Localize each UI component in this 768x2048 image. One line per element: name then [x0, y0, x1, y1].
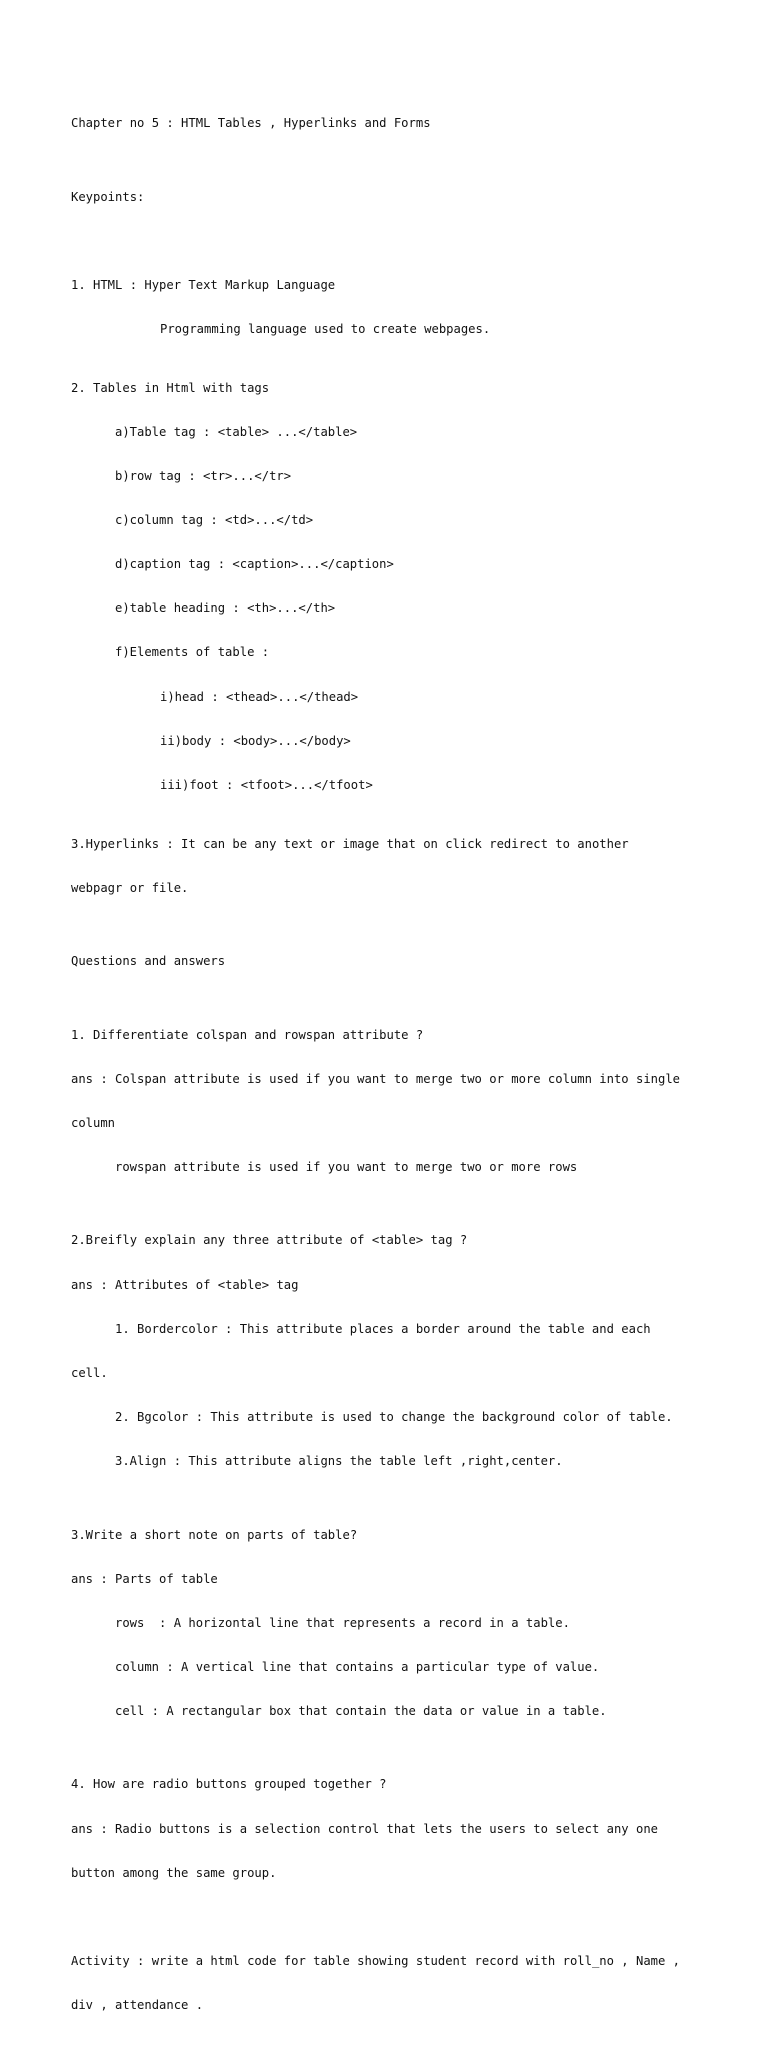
activity-line-1: Activity : write a html code for table showing student record with roll_no , Name ,: [71, 1953, 681, 1968]
answer-2-item-1-cont: cell.: [71, 1365, 108, 1380]
row-tag-item: b)row tag : <tr>...</tr>: [115, 468, 292, 483]
answer-1-line-2: column: [71, 1115, 116, 1130]
answer-3-column: column : A vertical line that contains a particular type of value.: [115, 1659, 600, 1674]
activity-line-2: div , attendance .: [71, 1997, 204, 2012]
keypoint-hyperlinks-cont: webpagr or file.: [71, 880, 189, 895]
keypoint-hyperlinks: 3.Hyperlinks : It can be any text or image that on click redirect to another: [71, 836, 629, 851]
answer-1-line-1: ans : Colspan attribute is used if you want to merge two or more column into single: [71, 1071, 681, 1086]
column-tag-item: c)column tag : <td>...</td>: [115, 513, 314, 528]
question-4: 4. How are radio buttons grouped together ?: [71, 1777, 387, 1792]
qa-heading: Questions and answers: [71, 954, 226, 969]
element-foot: iii)foot : <tfoot>...</tfoot>: [160, 777, 373, 792]
keypoint-html-desc: Programming language used to create webpages.: [160, 321, 491, 336]
caption-tag-item: d)caption tag : <caption>...</caption>: [115, 557, 394, 572]
keypoint-html: 1. HTML : Hyper Text Markup Language: [71, 277, 336, 292]
table-tag-item: a)Table tag : <table> ...</table>: [115, 424, 358, 439]
question-2: 2.Breifly explain any three attribute of <table> tag ?: [71, 1233, 468, 1248]
answer-2-item-1: 1. Bordercolor : This attribute places a border around the table and each: [115, 1321, 651, 1336]
document-body: [71, 72, 711, 2048]
answer-3-rows: rows : A horizontal line that represents a record in a table.: [115, 1615, 570, 1630]
keypoint-tables: 2. Tables in Html with tags: [71, 380, 270, 395]
answer-4-line-1: ans : Radio buttons is a selection control that lets the users to select any one: [71, 1821, 658, 1836]
element-body: ii)body : <body>...</body>: [160, 733, 351, 748]
answer-2-item-3: 3.Align : This attribute aligns the table left ,right,center.: [115, 1454, 563, 1469]
answer-4-line-2: button among the same group.: [71, 1865, 277, 1880]
element-head: i)head : <thead>...</thead>: [160, 689, 359, 704]
answer-2-item-2: 2. Bgcolor : This attribute is used to change the background color of table.: [115, 1409, 673, 1424]
chapter-title: Chapter no 5 : HTML Tables , Hyperlinks and Forms: [71, 116, 431, 131]
keypoints-heading: Keypoints:: [71, 189, 145, 204]
answer-3-line-1: ans : Parts of table: [71, 1571, 218, 1586]
question-1: 1. Differentiate colspan and rowspan attribute ?: [71, 1027, 424, 1042]
answer-3-cell: cell : A rectangular box that contain the data or value in a table.: [115, 1703, 607, 1718]
elements-of-table-item: f)Elements of table :: [115, 645, 270, 660]
table-heading-item: e)table heading : <th>...</th>: [115, 601, 336, 616]
answer-1-line-3: rowspan attribute is used if you want to merge two or more rows: [115, 1159, 578, 1174]
answer-2-line-1: ans : Attributes of <table> tag: [71, 1277, 299, 1292]
question-3: 3.Write a short note on parts of table?: [71, 1527, 358, 1542]
